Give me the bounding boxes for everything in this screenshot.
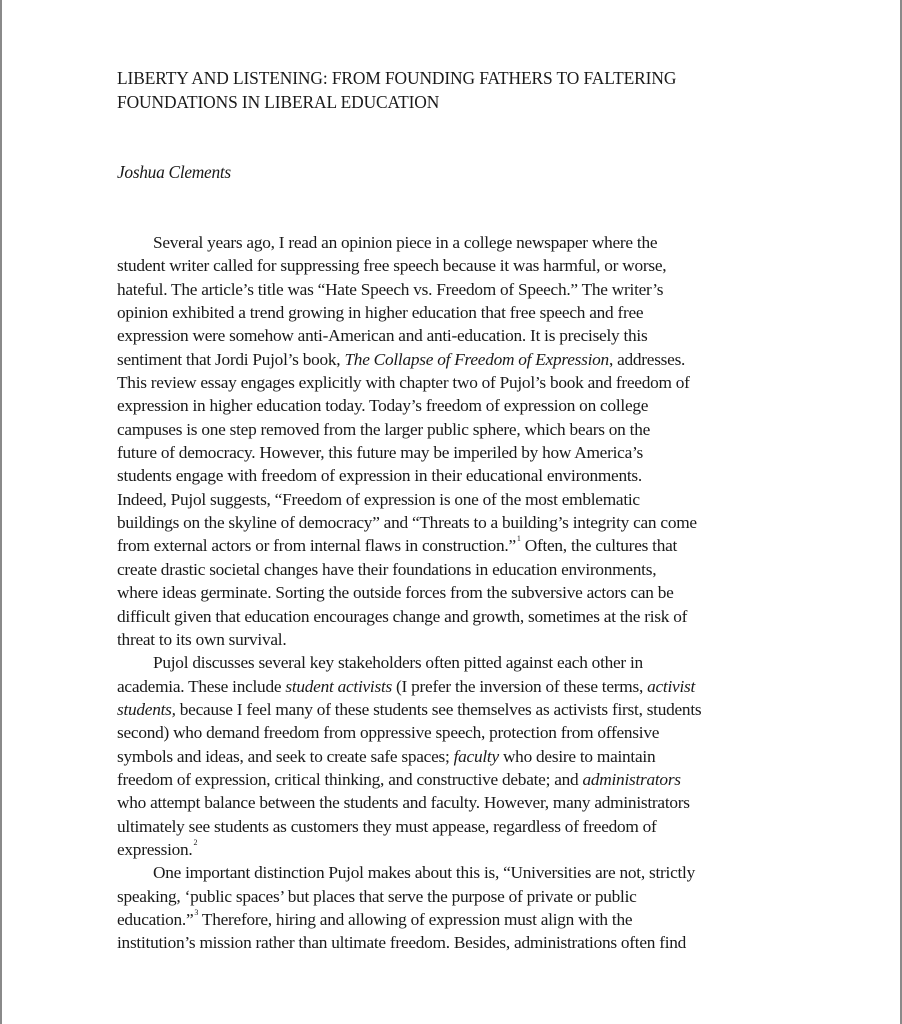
text-segment: expression were somehow anti-American and anti-education. It is precisely this	[117, 326, 648, 346]
text-segment: (I prefer the inversion of these terms,	[391, 676, 648, 696]
text-line	[117, 441, 829, 464]
title-line: FOUNDATIONS IN LIBERAL EDUCATION	[117, 92, 440, 112]
text-segment: , addresses.	[608, 349, 686, 369]
footnote-marker[interactable]: 1	[516, 534, 521, 544]
text-segment: Often, the cultures that	[520, 536, 678, 556]
text-line	[117, 394, 829, 417]
text-segment: symbols and ideas, and seek to create safe spaces;	[117, 746, 454, 766]
text-segment: education.”	[117, 909, 194, 929]
italic-text: The Collapse of Freedom of Expression	[344, 349, 609, 369]
italic-text: activist	[647, 676, 696, 696]
text-segment: hateful. The article’s title was “Hate Speech vs. Freedom of Speech.” The writer’s	[117, 279, 664, 299]
text-segment: Indeed, Pujol suggests, “Freedom of expression is one of the most emblematic	[117, 489, 640, 509]
text-line	[117, 931, 829, 954]
italic-text: students,	[117, 699, 176, 719]
text-segment: second) who demand freedom from oppressive speech, protection from offensive	[117, 723, 660, 743]
article-title	[117, 66, 857, 114]
text-segment: difficult given that education encourages change and growth, sometimes at the risk of	[117, 606, 688, 626]
text-segment: future of democracy. However, this future may be imperiled by how America’s	[117, 443, 644, 463]
text-line	[117, 581, 829, 604]
body-paragraph	[117, 651, 829, 861]
text-segment: from external actors or from internal flaws in construction.”	[117, 536, 516, 556]
text-line	[117, 768, 829, 791]
text-segment: create drastic societal changes have their foundations in education environments,	[117, 559, 657, 579]
text-line	[117, 815, 829, 838]
text-segment: threat to its own survival.	[117, 629, 287, 649]
text-segment: campuses is one step removed from the larger public sphere, which bears on the	[117, 419, 651, 439]
text-segment: who desire to maintain	[498, 746, 656, 766]
text-segment: freedom of expression, critical thinking, and constructive debate; and	[117, 769, 583, 789]
text-segment: This review essay engages explicitly with chapter two of Pujol’s book and freedom of	[117, 373, 690, 393]
text-segment: who attempt balance between the students and faculty. However, many administrators	[117, 793, 690, 813]
text-segment: institution’s mission rather than ultimate freedom. Besides, administrations often find	[117, 933, 687, 953]
text-line	[117, 675, 829, 698]
text-line	[117, 885, 829, 908]
text-segment: where ideas germinate. Sorting the outside forces from the subversive actors can be	[117, 583, 674, 603]
text-segment: Pujol discusses several key stakeholders often pitted against each other in	[153, 653, 643, 673]
text-segment: speaking, ‘public spaces’ but places that serve the purpose of private or public	[117, 886, 637, 906]
text-line	[117, 511, 829, 534]
italic-text: faculty	[453, 746, 499, 766]
text-line	[117, 605, 829, 628]
text-line	[117, 254, 829, 277]
text-line	[117, 908, 829, 931]
text-line	[117, 418, 829, 441]
italic-text: student activists	[285, 676, 392, 696]
text-line	[117, 698, 829, 721]
text-segment: Therefore, hiring and allowing of expression must align with the	[198, 909, 633, 929]
footnote-marker[interactable]: 3	[194, 907, 199, 917]
text-segment: ultimately see students as customers they must appease, regardless of freedom of	[117, 816, 657, 836]
text-line	[117, 745, 829, 768]
text-segment: sentiment that Jordi Pujol’s book,	[117, 349, 345, 369]
text-line	[117, 278, 829, 301]
text-line	[117, 628, 829, 651]
text-line	[117, 371, 829, 394]
text-segment: student writer called for suppressing free speech because it was harmful, or worse,	[117, 256, 667, 276]
text-segment: buildings on the skyline of democracy” and “Threats to a building’s integrity can come	[117, 513, 697, 533]
article-body	[117, 231, 829, 955]
text-line	[117, 231, 829, 254]
text-line	[117, 861, 829, 884]
title-line: LIBERTY AND LISTENING: FROM FOUNDING FATHERS TO FALTERING	[117, 68, 677, 88]
text-line	[117, 301, 829, 324]
italic-text: administrators	[582, 769, 681, 789]
text-line	[117, 791, 829, 814]
text-line	[117, 534, 829, 557]
text-segment: opinion exhibited a trend growing in higher education that free speech and free	[117, 303, 644, 323]
text-line	[117, 348, 829, 371]
text-line	[117, 324, 829, 347]
text-segment: expression.	[117, 839, 193, 859]
text-line	[117, 488, 829, 511]
text-segment: One important distinction Pujol makes about this is, “Universities are not, strictly	[153, 863, 695, 883]
text-segment: academia. These include	[117, 676, 286, 696]
author-name: Joshua Clements	[117, 162, 231, 182]
text-segment: expression in higher education today. Today’s freedom of expression on college	[117, 396, 649, 416]
text-line	[117, 651, 829, 674]
text-segment: Several years ago, I read an opinion piece in a college newspaper where the	[153, 233, 658, 252]
body-paragraph	[117, 861, 829, 954]
text-line	[117, 558, 829, 581]
body-paragraph	[117, 231, 829, 651]
text-line	[117, 464, 829, 487]
text-line	[117, 838, 829, 861]
text-line	[117, 721, 829, 744]
text-segment: students engage with freedom of expression in their educational environments.	[117, 466, 642, 486]
footnote-marker[interactable]: 2	[193, 837, 198, 847]
text-segment: because I feel many of these students see themselves as activists first, students	[175, 699, 702, 719]
